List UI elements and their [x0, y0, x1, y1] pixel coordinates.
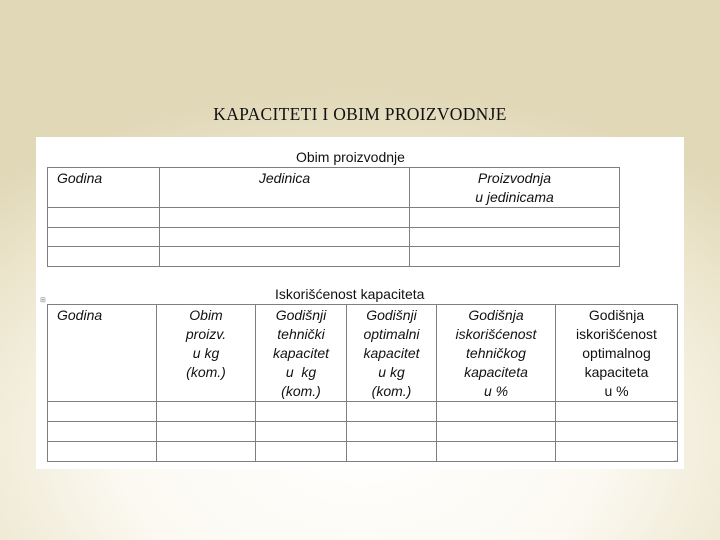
table-cell[interactable] [410, 208, 620, 228]
table-cell[interactable] [157, 402, 256, 422]
table-cell[interactable] [48, 442, 157, 462]
header-line: Obim [189, 307, 223, 323]
table-row [48, 208, 620, 228]
header-line: kapacitet [272, 345, 330, 361]
header-jedinica [160, 168, 410, 208]
header-line: (kom.) [371, 383, 412, 399]
production-volume-table [47, 167, 620, 267]
table-row [48, 228, 620, 247]
table-cell[interactable] [48, 228, 160, 247]
table-cell[interactable] [48, 402, 157, 422]
header-line: tehnički [277, 326, 325, 342]
header-tehnicki-kapacitet [256, 305, 347, 402]
table-row [48, 247, 620, 267]
table-cell[interactable] [347, 422, 437, 442]
header-line: kapaciteta [584, 364, 649, 380]
header-line: u kg [192, 345, 220, 361]
header-line: Godina [57, 307, 103, 323]
table-cell[interactable] [556, 442, 678, 462]
table-cell[interactable] [437, 422, 556, 442]
header-line: Godišnja [588, 307, 645, 323]
header-line: Godišnji [366, 307, 417, 323]
header-line: Godišnja [468, 307, 524, 323]
header-line: u % [604, 383, 629, 399]
slide-title: KAPACITETI I OBIM PROIZVODNJE [213, 104, 507, 124]
header-line: u jedinicama [475, 189, 554, 205]
header-optimalni-kapacitet [347, 305, 437, 402]
header-line: Godina [57, 170, 103, 186]
header-line: Jedinica [258, 170, 311, 186]
header-line: u kg [285, 364, 317, 380]
table-cell[interactable] [256, 442, 347, 462]
table-cell[interactable] [347, 442, 437, 462]
table-cell[interactable] [157, 422, 256, 442]
header-line: u % [483, 383, 509, 399]
table-cell[interactable] [556, 422, 678, 442]
table-cell[interactable] [437, 442, 556, 462]
table-cell[interactable] [157, 442, 256, 462]
table-cell[interactable] [347, 402, 437, 422]
table-cell[interactable] [410, 228, 620, 247]
header-godina [48, 305, 157, 402]
table-cell[interactable] [410, 247, 620, 267]
table2-caption: Iskorišćenost kapaciteta [275, 286, 425, 302]
header-line: iskorišćenost [455, 326, 537, 342]
table-cell[interactable] [160, 228, 410, 247]
header-obim-proizv [157, 305, 256, 402]
header-line: tehničkog [466, 345, 526, 361]
table-cell[interactable] [556, 402, 678, 422]
header-line: optimalnog [582, 345, 651, 361]
header-line: iskorišćenost [576, 326, 657, 342]
header-line: proizv. [185, 326, 227, 342]
table1-caption: Obim proizvodnje [296, 149, 405, 165]
table-cell[interactable] [256, 422, 347, 442]
header-iskoriscenost-optimalnog [556, 305, 678, 402]
table-cell[interactable] [437, 402, 556, 422]
header-line: kapaciteta [464, 364, 528, 380]
resize-handle-icon[interactable]: ▫ [674, 458, 677, 465]
table-row [48, 422, 678, 442]
header-line: u kg [378, 364, 405, 380]
header-line: Godišnji [275, 307, 327, 323]
embedded-sheet[interactable] [36, 137, 684, 469]
header-line: (kom.) [281, 383, 321, 399]
header-godina [48, 168, 160, 208]
table-cell[interactable] [48, 422, 157, 442]
table-cell[interactable] [48, 208, 160, 228]
table-cell[interactable] [256, 402, 347, 422]
move-handle-icon[interactable]: ⊞ [40, 297, 46, 304]
table-row [48, 442, 678, 462]
table-row [48, 402, 678, 422]
table-cell[interactable] [48, 247, 160, 267]
header-proizvodnja [410, 168, 620, 208]
table-cell[interactable] [160, 247, 410, 267]
header-line: optimalni [363, 326, 420, 342]
header-line: Proizvodnja [477, 170, 552, 186]
header-iskoriscenost-tehnickog [437, 305, 556, 402]
capacity-utilization-table [47, 304, 678, 462]
header-line: kapacitet [363, 345, 420, 361]
table-cell[interactable] [160, 208, 410, 228]
header-line: (kom.) [186, 364, 226, 380]
